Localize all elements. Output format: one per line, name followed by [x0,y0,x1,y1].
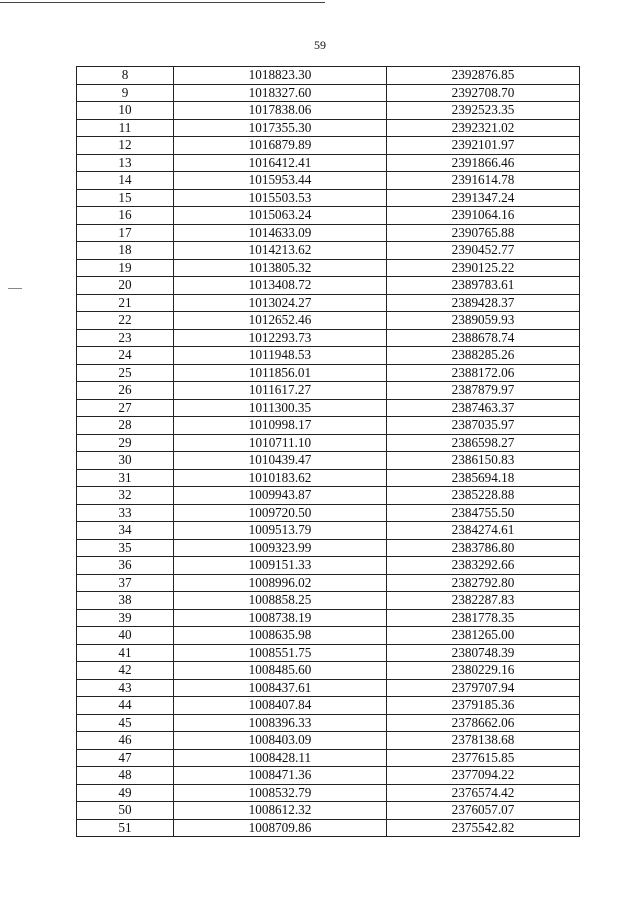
x-coordinate-cell: 1016412.41 [174,154,387,172]
x-coordinate-cell: 1008428.11 [174,749,387,767]
point-number-cell: 11 [77,119,174,137]
point-number-cell: 33 [77,504,174,522]
x-coordinate-cell: 1012293.73 [174,329,387,347]
y-coordinate-cell: 2383786.80 [387,539,580,557]
y-coordinate-cell: 2385228.88 [387,487,580,505]
x-coordinate-cell: 1009720.50 [174,504,387,522]
x-coordinate-cell: 1012652.46 [174,312,387,330]
margin-mark [8,288,22,289]
table-row [77,504,580,522]
x-coordinate-cell: 1008407.84 [174,697,387,715]
x-coordinate-cell: 1011300.35 [174,399,387,417]
y-coordinate-cell: 2389059.93 [387,312,580,330]
x-coordinate-cell: 1013805.32 [174,259,387,277]
point-number-cell: 15 [77,189,174,207]
y-coordinate-cell: 2390452.77 [387,242,580,260]
table-row [77,557,580,575]
table-row [77,679,580,697]
y-coordinate-cell: 2386150.83 [387,452,580,470]
x-coordinate-cell: 1008532.79 [174,784,387,802]
y-coordinate-cell: 2377615.85 [387,749,580,767]
y-coordinate-cell: 2392101.97 [387,137,580,155]
x-coordinate-cell: 1014633.09 [174,224,387,242]
table-row [77,662,580,680]
x-coordinate-cell: 1018327.60 [174,84,387,102]
point-number-cell: 17 [77,224,174,242]
point-number-cell: 31 [77,469,174,487]
y-coordinate-cell: 2387879.97 [387,382,580,400]
point-number-cell: 51 [77,819,174,837]
point-number-cell: 16 [77,207,174,225]
table-row [77,784,580,802]
point-number-cell: 42 [77,662,174,680]
point-number-cell: 32 [77,487,174,505]
table-row [77,294,580,312]
x-coordinate-cell: 1014213.62 [174,242,387,260]
point-number-cell: 46 [77,732,174,750]
point-number-cell: 49 [77,784,174,802]
point-number-cell: 34 [77,522,174,540]
table-row [77,434,580,452]
point-number-cell: 26 [77,382,174,400]
table-row [77,364,580,382]
x-coordinate-cell: 1011617.27 [174,382,387,400]
x-coordinate-cell: 1013024.27 [174,294,387,312]
y-coordinate-cell: 2388172.06 [387,364,580,382]
table-row [77,487,580,505]
y-coordinate-cell: 2389783.61 [387,277,580,295]
table-row [77,259,580,277]
table-row [77,522,580,540]
point-number-cell: 8 [77,67,174,85]
point-number-cell: 21 [77,294,174,312]
point-number-cell: 40 [77,627,174,645]
point-number-cell: 28 [77,417,174,435]
y-coordinate-cell: 2379185.36 [387,697,580,715]
table-row [77,277,580,295]
y-coordinate-cell: 2384274.61 [387,522,580,540]
x-coordinate-cell: 1018823.30 [174,67,387,85]
point-number-cell: 36 [77,557,174,575]
point-number-cell: 25 [77,364,174,382]
table-row [77,644,580,662]
table-row [77,732,580,750]
x-coordinate-cell: 1008612.32 [174,802,387,820]
point-number-cell: 35 [77,539,174,557]
x-coordinate-cell: 1010711.10 [174,434,387,452]
y-coordinate-cell: 2382287.83 [387,592,580,610]
x-coordinate-cell: 1009151.33 [174,557,387,575]
x-coordinate-cell: 1017355.30 [174,119,387,137]
table-row [77,714,580,732]
point-number-cell: 23 [77,329,174,347]
y-coordinate-cell: 2391614.78 [387,172,580,190]
table-row [77,207,580,225]
table-row [77,329,580,347]
point-number-cell: 41 [77,644,174,662]
table-row [77,592,580,610]
x-coordinate-cell: 1010998.17 [174,417,387,435]
y-coordinate-cell: 2378662.06 [387,714,580,732]
point-number-cell: 47 [77,749,174,767]
x-coordinate-cell: 1008396.33 [174,714,387,732]
table-row [77,312,580,330]
y-coordinate-cell: 2376057.07 [387,802,580,820]
point-number-cell: 48 [77,767,174,785]
table-row [77,347,580,365]
y-coordinate-cell: 2376574.42 [387,784,580,802]
x-coordinate-cell: 1008709.86 [174,819,387,837]
y-coordinate-cell: 2390765.88 [387,224,580,242]
table-row [77,154,580,172]
x-coordinate-cell: 1010183.62 [174,469,387,487]
table-row [77,84,580,102]
point-number-cell: 19 [77,259,174,277]
table-row [77,172,580,190]
y-coordinate-cell: 2392876.85 [387,67,580,85]
y-coordinate-cell: 2391866.46 [387,154,580,172]
y-coordinate-cell: 2380229.16 [387,662,580,680]
point-number-cell: 45 [77,714,174,732]
header-rule [0,2,325,3]
y-coordinate-cell: 2384755.50 [387,504,580,522]
x-coordinate-cell: 1009513.79 [174,522,387,540]
point-number-cell: 12 [77,137,174,155]
y-coordinate-cell: 2379707.94 [387,679,580,697]
point-number-cell: 20 [77,277,174,295]
table-row [77,119,580,137]
y-coordinate-cell: 2387035.97 [387,417,580,435]
table-row [77,574,580,592]
table-row [77,539,580,557]
y-coordinate-cell: 2392523.35 [387,102,580,120]
x-coordinate-cell: 1008471.36 [174,767,387,785]
coordinates-table-body [77,67,580,837]
x-coordinate-cell: 1008635.98 [174,627,387,645]
point-number-cell: 27 [77,399,174,417]
coordinates-table [76,66,580,837]
x-coordinate-cell: 1015953.44 [174,172,387,190]
table-row [77,224,580,242]
table-row [77,452,580,470]
x-coordinate-cell: 1008551.75 [174,644,387,662]
page-number: 59 [314,38,326,52]
x-coordinate-cell: 1017838.06 [174,102,387,120]
y-coordinate-cell: 2381778.35 [387,609,580,627]
x-coordinate-cell: 1008858.25 [174,592,387,610]
y-coordinate-cell: 2388285.26 [387,347,580,365]
y-coordinate-cell: 2375542.82 [387,819,580,837]
table-row [77,627,580,645]
x-coordinate-cell: 1015063.24 [174,207,387,225]
table-row [77,819,580,837]
x-coordinate-cell: 1009323.99 [174,539,387,557]
y-coordinate-cell: 2390125.22 [387,259,580,277]
y-coordinate-cell: 2383292.66 [387,557,580,575]
y-coordinate-cell: 2388678.74 [387,329,580,347]
point-number-cell: 13 [77,154,174,172]
x-coordinate-cell: 1016879.89 [174,137,387,155]
x-coordinate-cell: 1008437.61 [174,679,387,697]
x-coordinate-cell: 1011856.01 [174,364,387,382]
y-coordinate-cell: 2392321.02 [387,119,580,137]
table-row [77,749,580,767]
point-number-cell: 29 [77,434,174,452]
point-number-cell: 9 [77,84,174,102]
y-coordinate-cell: 2381265.00 [387,627,580,645]
table-row [77,102,580,120]
table-row [77,67,580,85]
y-coordinate-cell: 2377094.22 [387,767,580,785]
point-number-cell: 10 [77,102,174,120]
table-row [77,469,580,487]
point-number-cell: 39 [77,609,174,627]
y-coordinate-cell: 2378138.68 [387,732,580,750]
point-number-cell: 38 [77,592,174,610]
x-coordinate-cell: 1011948.53 [174,347,387,365]
y-coordinate-cell: 2389428.37 [387,294,580,312]
point-number-cell: 50 [77,802,174,820]
x-coordinate-cell: 1008403.09 [174,732,387,750]
point-number-cell: 37 [77,574,174,592]
y-coordinate-cell: 2380748.39 [387,644,580,662]
y-coordinate-cell: 2382792.80 [387,574,580,592]
y-coordinate-cell: 2385694.18 [387,469,580,487]
point-number-cell: 22 [77,312,174,330]
y-coordinate-cell: 2391347.24 [387,189,580,207]
y-coordinate-cell: 2387463.37 [387,399,580,417]
point-number-cell: 14 [77,172,174,190]
table-row [77,242,580,260]
y-coordinate-cell: 2391064.16 [387,207,580,225]
table-row [77,417,580,435]
point-number-cell: 30 [77,452,174,470]
x-coordinate-cell: 1009943.87 [174,487,387,505]
y-coordinate-cell: 2392708.70 [387,84,580,102]
table-row [77,802,580,820]
point-number-cell: 18 [77,242,174,260]
x-coordinate-cell: 1008485.60 [174,662,387,680]
x-coordinate-cell: 1008996.02 [174,574,387,592]
table-row [77,609,580,627]
table-row [77,137,580,155]
table-row [77,399,580,417]
point-number-cell: 24 [77,347,174,365]
x-coordinate-cell: 1010439.47 [174,452,387,470]
point-number-cell: 44 [77,697,174,715]
x-coordinate-cell: 1015503.53 [174,189,387,207]
point-number-cell: 43 [77,679,174,697]
table-row [77,189,580,207]
y-coordinate-cell: 2386598.27 [387,434,580,452]
x-coordinate-cell: 1013408.72 [174,277,387,295]
table-row [77,382,580,400]
x-coordinate-cell: 1008738.19 [174,609,387,627]
table-row [77,767,580,785]
table-row [77,697,580,715]
